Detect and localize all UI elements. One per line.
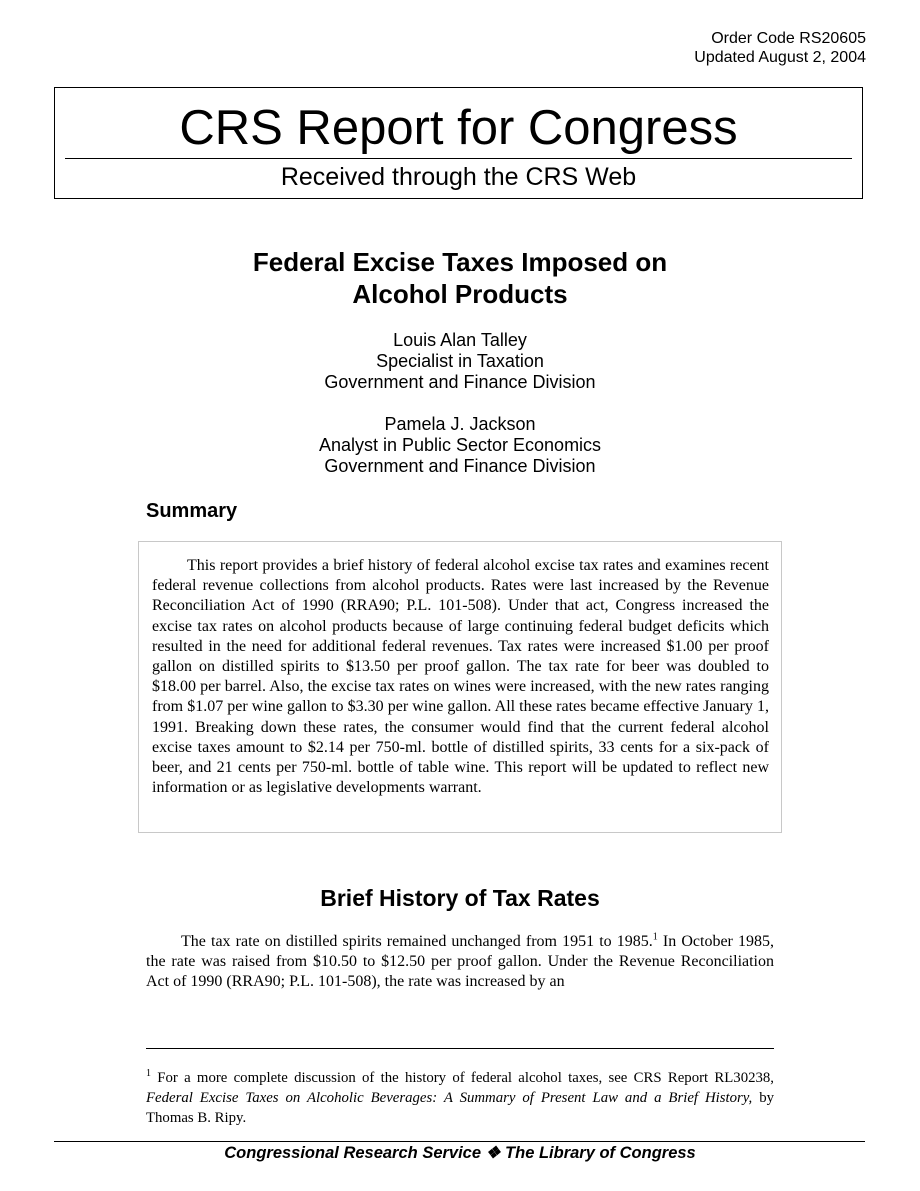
masthead-title: CRS Report for Congress — [179, 101, 738, 155]
footnote — [146, 1068, 774, 1128]
author-name: Louis Alan Talley — [393, 330, 527, 350]
footer-publisher: Congressional Research Service — [224, 1144, 482, 1162]
author-division: Government and Finance Division — [324, 456, 596, 476]
document-title-line2: Alcohol Products — [352, 279, 568, 309]
masthead-divider — [65, 158, 852, 159]
summary-text: This report provides a brief history of federal alcohol excise tax rates and examines recent federal revenue collections from alcohol products. Rates were last increased by the Revenue Reconciliation Act of 1990 (RRA90; P.L. 101-508). Under that act, Congress increased the excise tax rates on alcohol products because of large continuing federal budget deficits which resulted in the need for additional federal revenues. Tax rates were increased $1.00 per proof gallon on distilled spirits to $13.50 per proof gallon. The tax rate for beer was doubled to $18.00 per barrel. Also, the excise tax rates on wines were increased, with the new rates ranging from $1.07 per wine gallon to $3.30 per wine gallon. All these rates became effective January 1, 1991. Breaking down these rates, the consumer would find that the current federal alcohol excise taxes amount to $2.14 per 750-ml. bottle of distilled spirits, 33 cents for a six-pack of beer, and 21 cents per 750-ml. bottle of table wine. This report will be updated to reflect new information or as legislative developments warrant. — [152, 557, 769, 797]
footnote-divider — [146, 1048, 774, 1049]
masthead — [54, 87, 863, 199]
summary-box — [138, 541, 782, 833]
author-division: Government and Finance Division — [324, 372, 596, 392]
updated-date: Updated August 2, 2004 — [694, 49, 866, 66]
footer-library: The Library of Congress — [505, 1144, 696, 1162]
section-heading: Brief History of Tax Rates — [320, 885, 600, 911]
document-title — [0, 246, 920, 310]
footnote-cited-title: Federal Excise Taxes on Alcoholic Beverages: A Summary of Present Law and a Brief History, — [146, 1090, 753, 1106]
footnote-number: 1 — [146, 1068, 151, 1080]
diamond-separator-icon: ❖ — [485, 1144, 501, 1162]
page-footer — [0, 1143, 920, 1163]
summary-heading: Summary — [146, 500, 238, 522]
body-text-part: The tax rate on distilled spirits remained unchanged from 1951 to 1985. — [181, 933, 653, 950]
footnote-reference: 1 — [652, 931, 658, 943]
footnote-text: by Thomas B. Ripy. — [146, 1090, 774, 1126]
order-code: Order Code RS20605 — [711, 30, 866, 47]
body-paragraph — [146, 932, 774, 993]
masthead-subtitle: Received through the CRS Web — [280, 163, 637, 191]
footnote-text: For a more complete discussion of the history of federal alcohol taxes, see CRS Report RL30238, — [151, 1070, 774, 1086]
author-role: Specialist in Taxation — [376, 351, 544, 371]
order-code-block — [694, 29, 866, 67]
document-title-line1: Federal Excise Taxes Imposed on — [252, 247, 668, 277]
author-role: Analyst in Public Sector Economics — [318, 435, 602, 455]
author-block — [0, 414, 920, 477]
author-name: Pamela J. Jackson — [384, 414, 536, 434]
footer-divider — [54, 1141, 865, 1142]
body-text-part: In October 1985, the rate was raised from $10.50 to $12.50 per proof gallon. Under the Revenue Reconciliation Act of 1990 (RRA90; P.L. 101-508), the rate was increased by an — [146, 933, 775, 991]
author-block — [0, 330, 920, 393]
